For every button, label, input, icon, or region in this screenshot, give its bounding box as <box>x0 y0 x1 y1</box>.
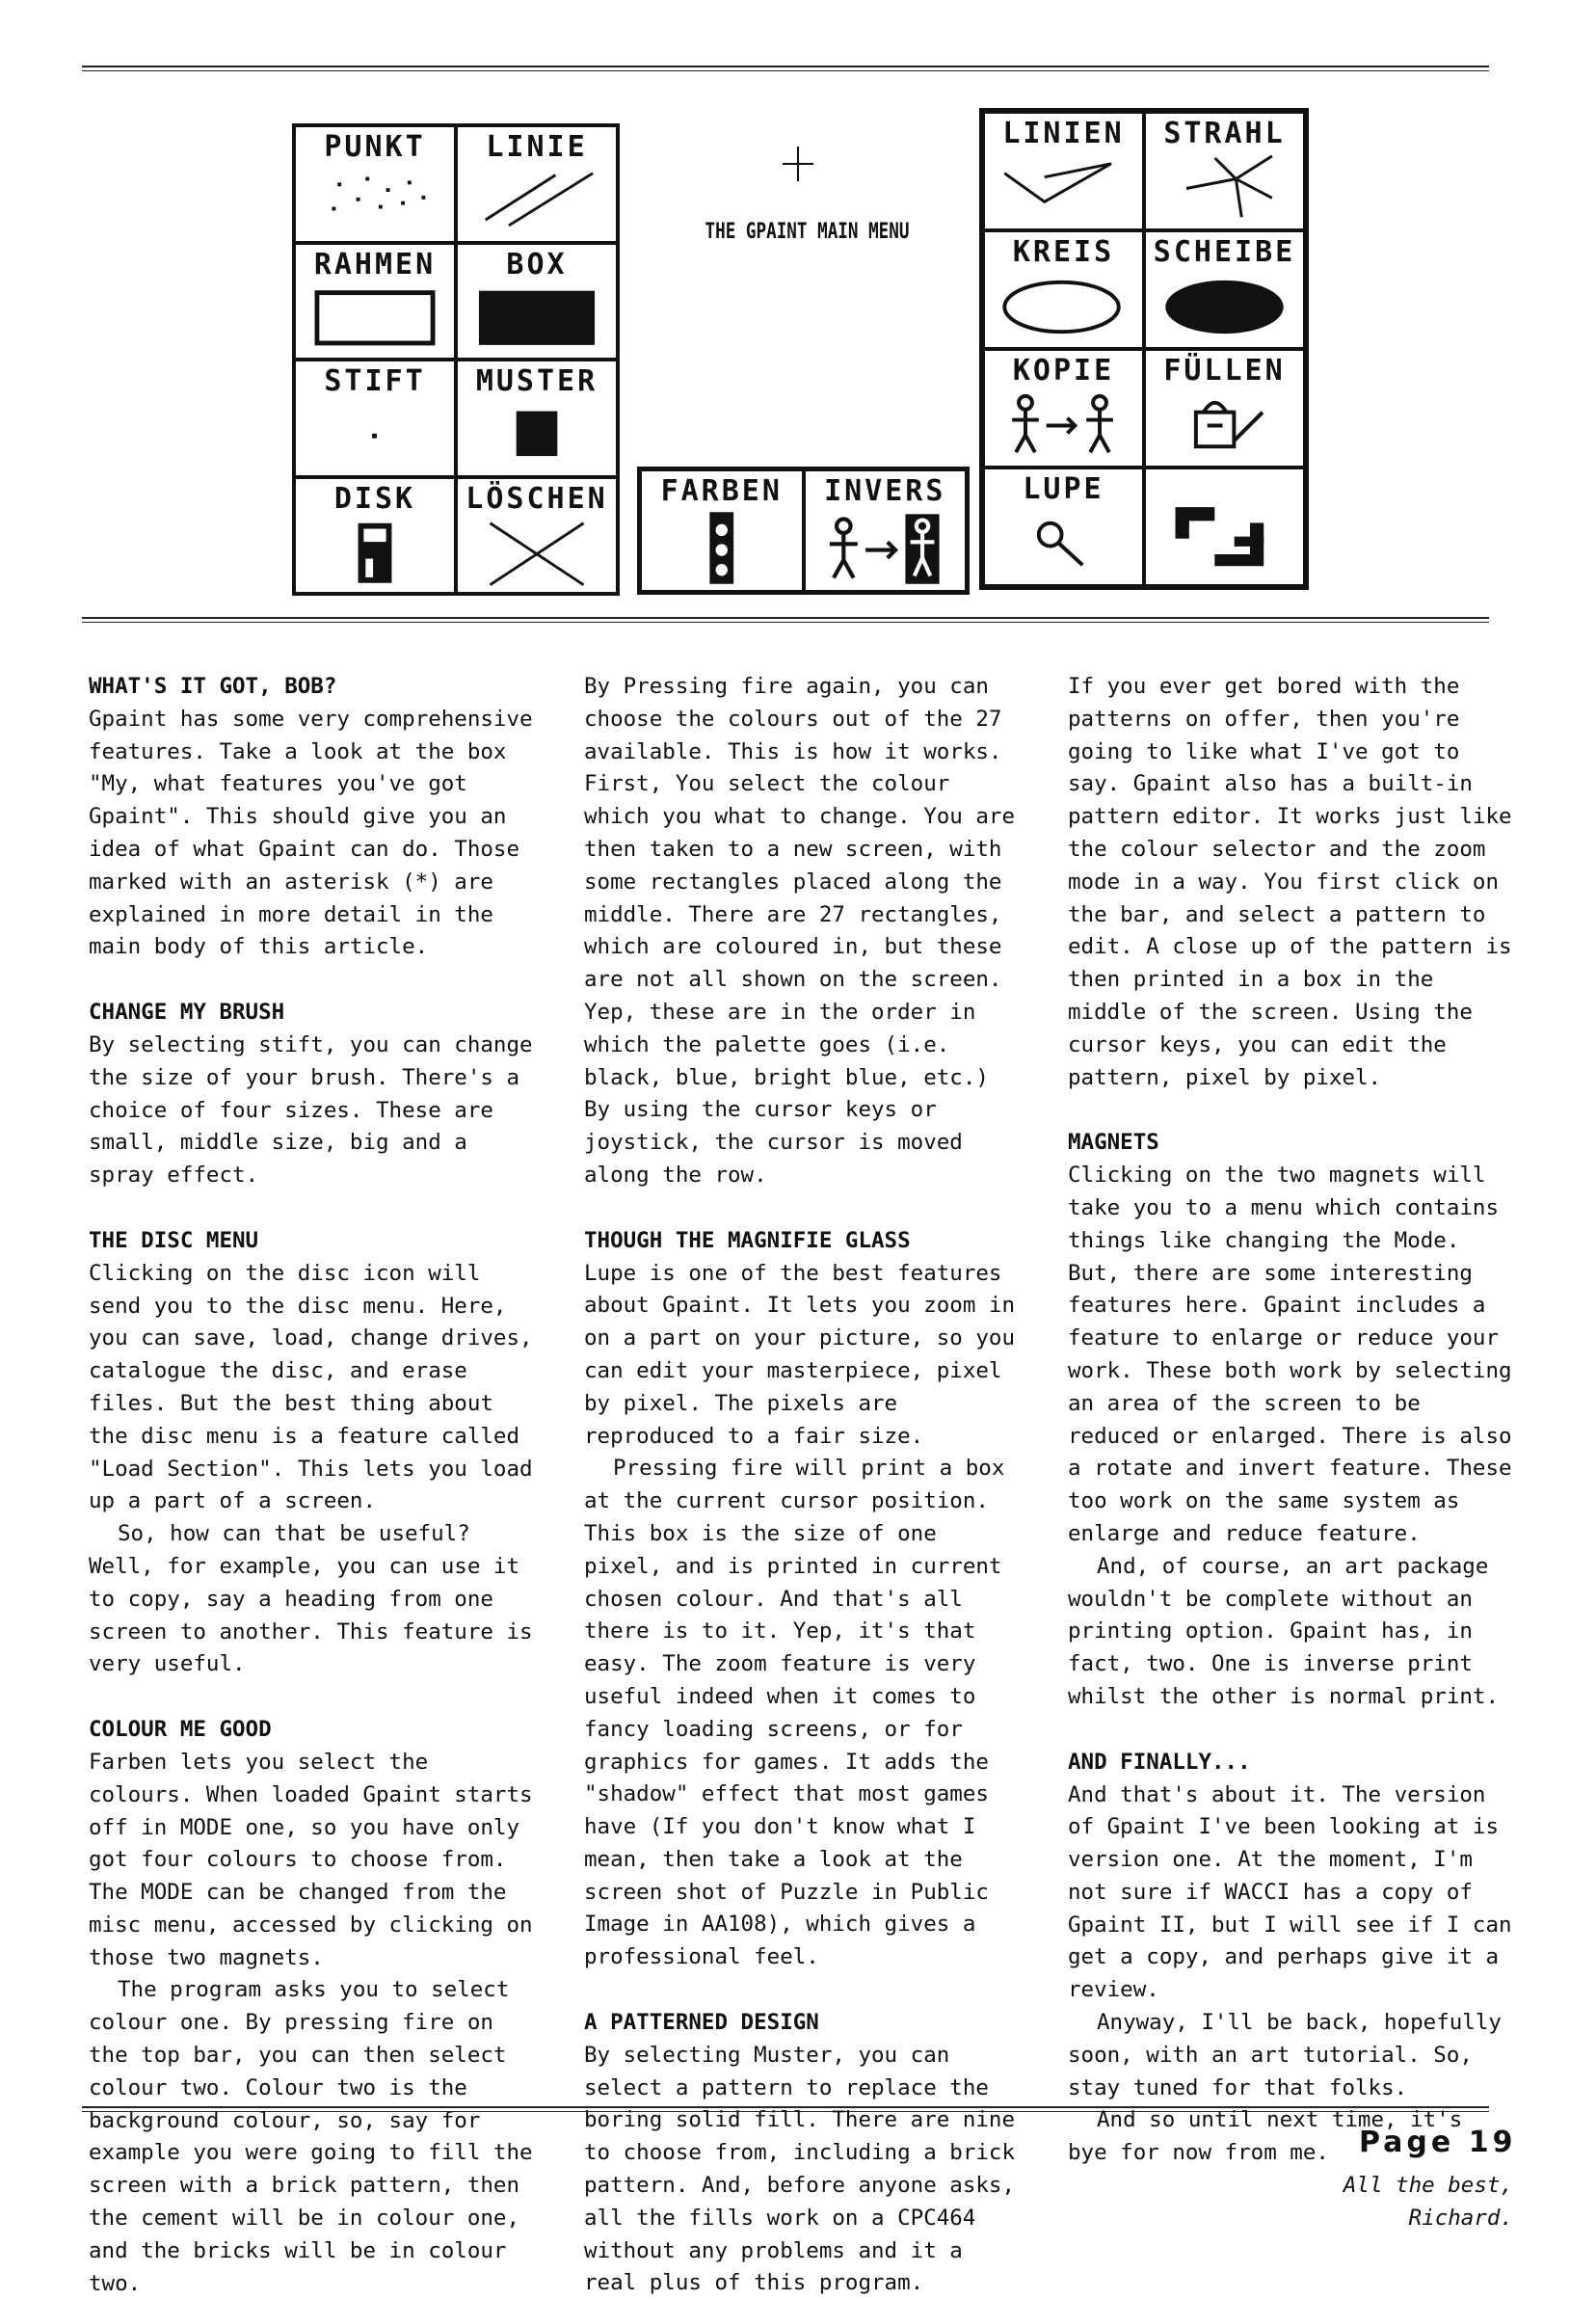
page-number: Page 19 <box>1359 2126 1517 2159</box>
scheibe-label: SCHEIBE <box>1153 235 1296 269</box>
article-column-2 <box>584 671 1025 2300</box>
pattern-swatch-icon <box>458 398 616 473</box>
body-paragraph: Anyway, I'll be back, hopefully soon, with an art tutorial. So, stay tuned for that folks. <box>1068 2010 1502 2100</box>
rahmen-label: RAHMEN <box>313 247 437 281</box>
top-rule <box>82 66 1489 71</box>
body-paragraph: Gpaint has some very comprehensive features. Take a look at the box "My, what features you've got Gpaint". This should give you an idea of what Gpaint can do. Those marked with an asterisk (*) are explained in more detail in the main body of this article. <box>89 706 533 960</box>
kreis-label: KREIS <box>1012 235 1115 269</box>
linie-tool <box>458 127 616 241</box>
body-paragraph: By Pressing fire again, you can choose the colours out of the 27 available. This is how it works. First, You select the colour which you what to change. You are then taken to a new screen, with some rectangles placed along the middle. There are 27 rectangles, which are coloured in, but these are not all shown on the screen. Yep, these are in the order in which the palette goes (i.e. black, blue, bright blue, etc.) By using the cursor keys or joystick, the cursor is moved along the row. <box>584 674 1016 1188</box>
box-label: BOX <box>506 247 568 281</box>
linien-label: LINIEN <box>1002 117 1125 150</box>
article-column-3 <box>1068 671 1513 2235</box>
polyline-icon <box>985 150 1142 227</box>
fuellen-label: FÜLLEN <box>1163 354 1286 388</box>
section-heading: MAGNETS <box>1068 1130 1159 1156</box>
gpaint-bottom-icon-panel <box>637 467 970 595</box>
menu-bottom-rule <box>82 617 1489 623</box>
body-paragraph: And so until next time, it's bye for now from me. <box>1068 2107 1463 2166</box>
loeschen-label: LÖSCHEN <box>466 481 608 516</box>
disk-label: DISK <box>333 481 416 516</box>
invers-label: INVERS <box>824 474 946 508</box>
body-paragraph: Farben lets you select the colours. When loaded Gpaint starts off in MODE one, so you have only got four colours to choose from. The MODE can be changed from the misc menu, accessed by clicking on those two magnets. <box>89 1749 533 1970</box>
muster-label: MUSTER <box>475 364 598 398</box>
filled-rectangle-icon <box>458 281 616 357</box>
paragraph-spacer <box>584 1192 1025 1225</box>
brush-dot-icon <box>296 398 454 473</box>
article-column-1 <box>89 671 534 2300</box>
menu-caption: THE GPAINT MAIN MENU <box>705 220 910 244</box>
kopie-label: KOPIE <box>1012 354 1115 388</box>
scheibe-tool <box>1146 232 1303 347</box>
kreis-tool <box>985 232 1142 347</box>
strahl-label: STRAHL <box>1163 117 1286 150</box>
gpaint-right-icon-panel <box>979 108 1309 590</box>
paragraph-spacer <box>89 964 534 997</box>
section-heading: CHANGE MY BRUSH <box>89 1000 285 1026</box>
paragraph-spacer <box>1068 1094 1513 1127</box>
muster-tool <box>458 361 616 475</box>
section-heading: A PATTERNED DESIGN <box>584 2010 819 2036</box>
paragraph-spacer <box>1068 1714 1513 1747</box>
body-paragraph: By selecting Muster, you can select a pattern to replace the boring solid fill. There are nine to choose from, including a brick pattern. And, before anyone asks, all the fills work on a CPC464 without any problems and it a real plus of this program. <box>584 2042 1016 2296</box>
section-heading: COLOUR ME GOOD <box>89 1717 272 1743</box>
box-tool <box>458 245 616 359</box>
stift-label: STIFT <box>324 364 426 398</box>
paragraph-spacer <box>89 1681 534 1714</box>
crosshair-cursor-icon <box>779 145 817 183</box>
magnifying-glass-icon <box>985 506 1142 582</box>
body-paragraph: The program asks you to select colour one. By pressing fire on the top bar, you can then select colour two. Colour two is the background colour, so, say for example you were going to fill the screen with a brick pattern, then the cement will be in colour one, and the bricks will be in colour two. <box>89 1977 533 2296</box>
magnets-tool <box>1146 469 1303 584</box>
rahmen-tool <box>296 245 454 359</box>
invert-figure-icon <box>806 508 966 588</box>
signature-line: Richard. <box>1408 2205 1513 2231</box>
body-paragraph: Clicking on the two magnets will take you to a menu which contains things like changing the Mode. But, there are some interesting features here. Gpaint includes a feature to enlarge or reduce your work. These both work by selecting an area of the screen to be reduced or enlarged. There is also a rotate and invert feature. These too work on the same system as enlarge and reduce feature. <box>1068 1163 1512 1546</box>
floppy-disk-icon <box>296 516 454 591</box>
body-paragraph: By selecting stift, you can change the size of your brush. There's a choice of four sizes. These are small, middle size, big and a spray effect. <box>89 1031 533 1189</box>
paragraph-spacer <box>89 1192 534 1225</box>
section-heading: THE DISC MENU <box>89 1227 259 1253</box>
section-heading: AND FINALLY... <box>1068 1749 1251 1775</box>
signature-line: All the best, <box>1343 2173 1513 2199</box>
lupe-label: LUPE <box>1023 472 1104 506</box>
farben-tool <box>642 471 802 590</box>
punkt-label: PUNKT <box>324 130 426 164</box>
dots-icon <box>296 164 454 239</box>
farben-label: FARBEN <box>660 474 783 508</box>
filled-ellipse-icon <box>1146 269 1303 345</box>
fuellen-tool <box>1146 351 1303 466</box>
body-paragraph: So, how can that be useful? Well, for example, you can use it to copy, say a heading from one screen to another. This feature is very useful. <box>89 1521 533 1677</box>
paragraph-spacer <box>584 1974 1025 2007</box>
section-heading: THOUGH THE MAGNIFIE GLASS <box>584 1227 911 1253</box>
stift-tool <box>296 361 454 475</box>
ray-burst-icon <box>1146 150 1303 227</box>
lupe-tool <box>985 469 1142 584</box>
colour-bar-icon <box>642 508 802 588</box>
copy-figure-icon <box>985 388 1142 464</box>
erase-cross-icon <box>458 516 616 591</box>
body-paragraph: And, of course, an art package wouldn't be complete without an printing option. Gpaint has, in fact, two. One is inverse print whilst the other is normal print. <box>1068 1553 1500 1709</box>
punkt-tool <box>296 127 454 241</box>
disk-tool <box>296 479 454 593</box>
loeschen-tool <box>458 479 616 593</box>
body-paragraph: Pressing fire will print a box at the current cursor position. This box is the size of one pixel, and is printed in current chosen colour. And that's all there is to it. Yep, it's that easy. The zoom feature is very useful indeed when it comes to fancy loading screens, or for graphics for games. It adds the "shadow" effect that most games have (If you don't know what I mean, then take a look at the screen shot of Puzzle in Public Image in AA108), which gives a professional feel. <box>584 1456 1005 1970</box>
body-paragraph: Lupe is one of the best features about Gpaint. It lets you zoom in on a part on your picture, so you can edit your masterpiece, pixel by pixel. The pixels are reproduced to a fair size. <box>584 1260 1016 1449</box>
kopie-tool <box>985 351 1142 466</box>
gpaint-left-icon-panel <box>292 123 620 596</box>
ellipse-outline-icon <box>985 269 1142 345</box>
strahl-tool <box>1146 114 1303 228</box>
section-heading: WHAT'S IT GOT, BOB? <box>89 674 337 699</box>
watering-can-icon <box>1146 388 1303 464</box>
lines-icon <box>458 164 616 239</box>
linien-tool <box>985 114 1142 228</box>
body-paragraph: And that's about it. The version of Gpaint I've been looking at is version one. At the moment, I'm not sure if WACCI has a copy of Gpaint II, but I will see if I can get a copy, and perhaps give it a review. <box>1068 1781 1512 2003</box>
body-paragraph: If you ever get bored with the patterns on offer, then you're going to like what I've got to say. Gpaint also has a built-in pattern editor. It works just like the colour selector and the zoom mode in a way. You first click on the bar, and select a pattern to edit. A close up of the pattern is then printed in a box in the middle of the screen. Using the cursor keys, you can edit the pattern, pixel by pixel. <box>1068 674 1512 1090</box>
linie-label: LINIE <box>486 130 588 164</box>
body-paragraph: Clicking on the disc icon will send you to the disc menu. Here, you can save, load, change drives, catalogue the disc, and erase files. But the best thing about the disc menu is a feature called "Load Section". This lets you load up a part of a screen. <box>89 1260 533 1514</box>
magnets-icon <box>1146 469 1303 584</box>
invers-tool <box>806 471 966 590</box>
rectangle-outline-icon <box>296 281 454 357</box>
